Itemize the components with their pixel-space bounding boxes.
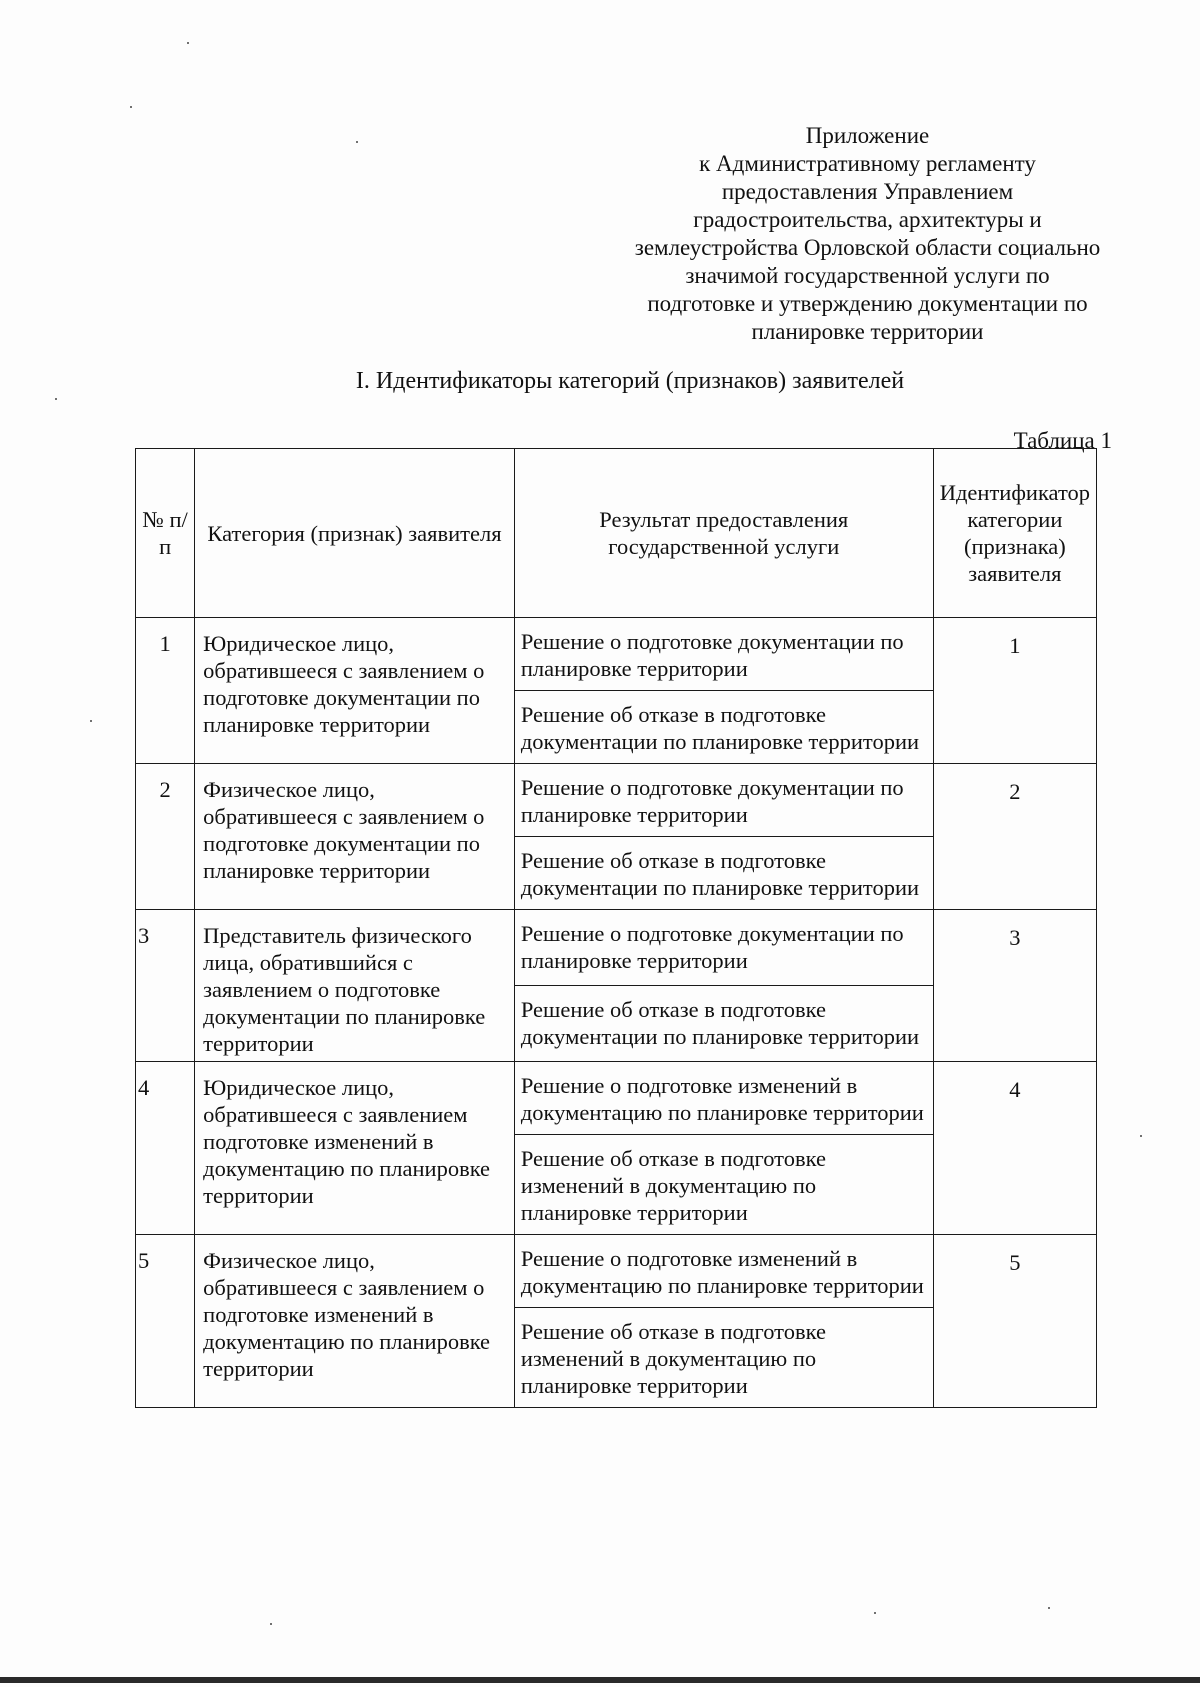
appendix-header xyxy=(600,122,1135,346)
row-num: 5 xyxy=(136,1235,195,1408)
appendix-line: Приложение xyxy=(805,123,930,148)
scan-speck xyxy=(1140,1135,1142,1137)
applicant-categories-table xyxy=(135,448,1097,1408)
table-row xyxy=(136,764,1097,837)
scan-speck xyxy=(356,141,358,143)
header-identifier: Идентификатор категории (признака) заявителя xyxy=(933,449,1096,618)
header-result: Результат предоставления государственной услуги xyxy=(514,449,933,618)
row-result: Решение об отказе в подготовке изменений в документацию по планировке территории xyxy=(514,1135,933,1235)
scan-speck xyxy=(90,720,92,722)
table-row xyxy=(136,1062,1097,1135)
row-category: Юридическое лицо, обратившееся с заявлением подготовке изменений в документацию по планировке территории xyxy=(195,1062,515,1235)
scan-speck xyxy=(187,42,189,44)
appendix-line: значимой государственной услуги по xyxy=(685,263,1050,288)
row-identifier: 5 xyxy=(933,1235,1096,1408)
scan-speck xyxy=(874,1612,876,1614)
row-result: Решение о подготовке документации по планировке территории xyxy=(514,618,933,691)
section-title: I. Идентификаторы категорий (признаков) заявителей xyxy=(355,368,905,394)
appendix-line: планировке территории xyxy=(751,319,984,344)
appendix-line: градостроительства, архитектуры и xyxy=(693,207,1042,232)
appendix-line: подготовке и утверждению документации по xyxy=(647,291,1088,316)
row-identifier: 2 xyxy=(933,764,1096,910)
table-row xyxy=(136,910,1097,986)
appendix-line: предоставления Управлением xyxy=(721,179,1014,204)
header-category: Категория (признак) заявителя xyxy=(195,449,515,618)
row-result: Решение о подготовке документации по планировке территории xyxy=(514,764,933,837)
table-header-row xyxy=(136,449,1097,618)
header-num: № п/п xyxy=(136,449,195,618)
row-result: Решение об отказе в подготовке изменений в документацию по планировке территории xyxy=(514,1308,933,1408)
scan-speck xyxy=(55,398,57,400)
row-category: Физическое лицо, обратившееся с заявлением о подготовке документации по планировке территории xyxy=(195,764,515,910)
table-label: Таблица 1 xyxy=(1013,428,1112,453)
table-row xyxy=(136,1235,1097,1308)
scan-bottom-edge xyxy=(0,1677,1200,1683)
row-identifier: 4 xyxy=(933,1062,1096,1235)
row-result: Решение об отказе в подготовке документации по планировке территории xyxy=(514,837,933,910)
row-identifier: 1 xyxy=(933,618,1096,764)
row-num: 2 xyxy=(136,764,195,910)
scan-speck xyxy=(130,106,132,108)
row-identifier: 3 xyxy=(933,910,1096,1062)
appendix-line: землеустройства Орловской области социально xyxy=(634,235,1101,260)
appendix-line: к Административному регламенту xyxy=(699,151,1036,176)
row-category: Представитель физического лица, обратившийся с заявлением о подготовке документации по планировке территории xyxy=(195,910,515,1062)
row-result: Решение об отказе в подготовке документации по планировке территории xyxy=(514,986,933,1062)
row-result: Решение об отказе в подготовке документации по планировке территории xyxy=(514,691,933,764)
row-result: Решение о подготовке документации по планировке территории xyxy=(514,910,933,986)
row-num: 4 xyxy=(136,1062,195,1235)
row-num: 3 xyxy=(136,910,195,1062)
row-num: 1 xyxy=(136,618,195,764)
row-result: Решение о подготовке изменений в документацию по планировке территории xyxy=(514,1062,933,1135)
scan-speck xyxy=(270,1623,272,1625)
table-row xyxy=(136,618,1097,691)
row-category: Физическое лицо, обратившееся с заявлением о подготовке изменений в документацию по планировке территории xyxy=(195,1235,515,1408)
row-result: Решение о подготовке изменений в документацию по планировке территории xyxy=(514,1235,933,1308)
row-category: Юридическое лицо, обратившееся с заявлением о подготовке документации по планировке территории xyxy=(195,618,515,764)
scan-speck xyxy=(1048,1607,1050,1609)
